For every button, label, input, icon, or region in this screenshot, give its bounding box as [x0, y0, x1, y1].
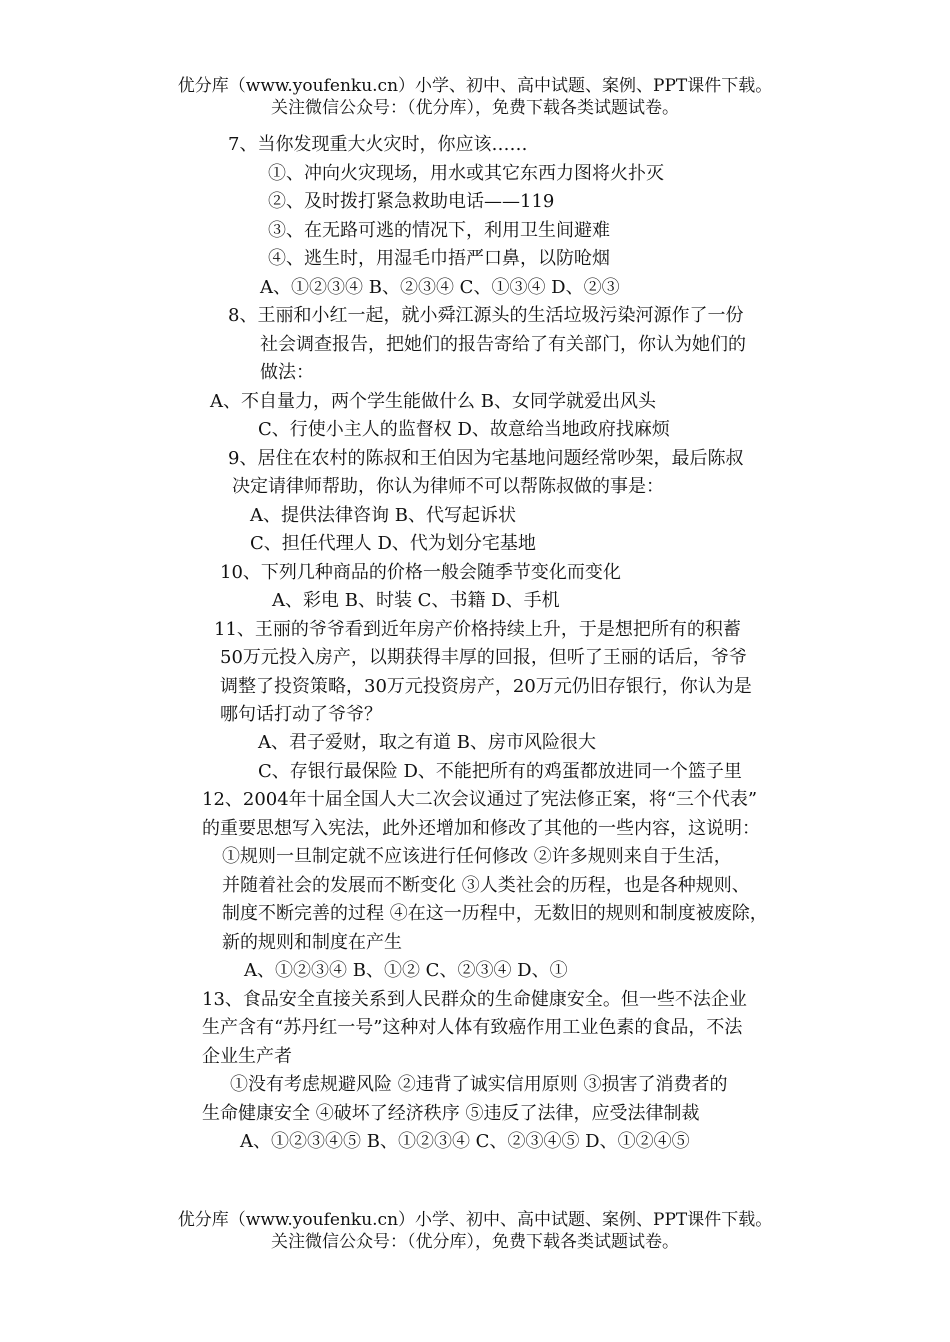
header-line-1: 优分库（www.youfenku.cn）小学、初中、高中试题、案例、PPT课件下载。 — [177, 76, 773, 96]
q7-options: A、①②③④ B、②③④ C、①③④ D、②③ — [260, 277, 620, 298]
q12-item-line: 制度不断完善的过程 ④在这一历程中，无数旧的规则和制度被废除， — [222, 903, 768, 924]
q13-stem-line: 生产含有“苏丹红一号”这种对人体有致癌作用工业色素的食品，不法 — [202, 1017, 743, 1038]
q13-options: A、①②③④⑤ B、①②③④ C、②③④⑤ D、①②④⑤ — [240, 1131, 690, 1152]
q7-item: ②、及时拨打紧急救助电话——119 — [268, 191, 555, 212]
q8-options-line: C、行使小主人的监督权 D、故意给当地政府找麻烦 — [258, 419, 670, 440]
q7-stem: 7、当你发现重大火灾时，你应该…… — [228, 134, 528, 155]
q11-stem-line: 50万元投入房产，以期获得丰厚的回报，但听了王丽的话后，爷爷 — [220, 647, 747, 668]
q13-stem-line: 企业生产者 — [202, 1046, 292, 1067]
footer-line-2: 关注微信公众号：（优分库），免费下载各类试题试卷。 — [271, 1232, 679, 1252]
q11-options-line: C、存银行最保险 D、不能把所有的鸡蛋都放进同一个篮子里 — [258, 761, 742, 782]
q10-stem: 10、下列几种商品的价格一般会随季节变化而变化 — [220, 562, 621, 583]
q9-options-line: C、担任代理人 D、代为划分宅基地 — [250, 533, 536, 554]
footer-line-1: 优分库（www.youfenku.cn）小学、初中、高中试题、案例、PPT课件下载。 — [177, 1210, 773, 1230]
q11-stem-line: 调整了投资策略，30万元投资房产，20万元仍旧存银行，你认为是 — [220, 676, 752, 697]
q12-stem-line: 12、2004年十届全国人大二次会议通过了宪法修正案，将“三个代表” — [202, 789, 758, 810]
q12-stem-line: 的重要思想写入宪法，此外还增加和修改了其他的一些内容，这说明： — [202, 818, 760, 839]
q8-stem-line: 8、王丽和小红一起，就小舜江源头的生活垃圾污染河源作了一份 — [228, 305, 744, 326]
q13-item-line: 生命健康安全 ④破坏了经济秩序 ⑤违反了法律，应受法律制裁 — [202, 1103, 700, 1124]
q7-item: ③、在无路可逃的情况下，利用卫生间避难 — [268, 220, 610, 241]
q7-item: ④、逃生时，用湿毛巾捂严口鼻，以防呛烟 — [268, 248, 610, 269]
q8-stem-line: 做法： — [260, 362, 314, 383]
q13-item-line: ①没有考虑规避风险 ②违背了诚实信用原则 ③损害了消费者的 — [230, 1074, 728, 1095]
q8-stem-line: 社会调查报告，把她们的报告寄给了有关部门，你认为她们的 — [260, 334, 746, 355]
q12-item-line: ①规则一旦制定就不应该进行任何修改 ②许多规则来自于生活， — [222, 846, 732, 867]
q11-stem-line: 哪句话打动了爷爷？ — [220, 704, 382, 725]
q9-options-line: A、提供法律咨询 B、代写起诉状 — [250, 505, 516, 526]
q9-stem-line: 9、居住在农村的陈叔和王伯因为宅基地问题经常吵架，最后陈叔 — [228, 448, 744, 469]
q12-options: A、①②③④ B、①② C、②③④ D、① — [244, 960, 568, 981]
q7-item: ①、冲向火灾现场，用水或其它东西力图将火扑灭 — [268, 163, 664, 184]
q10-options: A、彩电 B、时装 C、书籍 D、手机 — [272, 590, 560, 611]
q8-options-line: A、不自量力，两个学生能做什么 B、女同学就爱出风头 — [210, 391, 656, 412]
q11-options-line: A、君子爱财，取之有道 B、房市风险很大 — [258, 732, 596, 753]
q12-item-line: 并随着社会的发展而不断变化 ③人类社会的历程，也是各种规则、 — [222, 875, 750, 896]
q13-stem-line: 13、食品安全直接关系到人民群众的生命健康安全。但一些不法企业 — [202, 989, 747, 1010]
q9-stem-line: 决定请律师帮助，你认为律师不可以帮陈叔做的事是： — [232, 476, 664, 497]
q12-item-line: 新的规则和制度在产生 — [222, 932, 402, 953]
header-line-2: 关注微信公众号：（优分库），免费下载各类试题试卷。 — [271, 98, 679, 118]
q11-stem-line: 11、王丽的爷爷看到近年房产价格持续上升，于是想把所有的积蓄 — [214, 619, 741, 640]
